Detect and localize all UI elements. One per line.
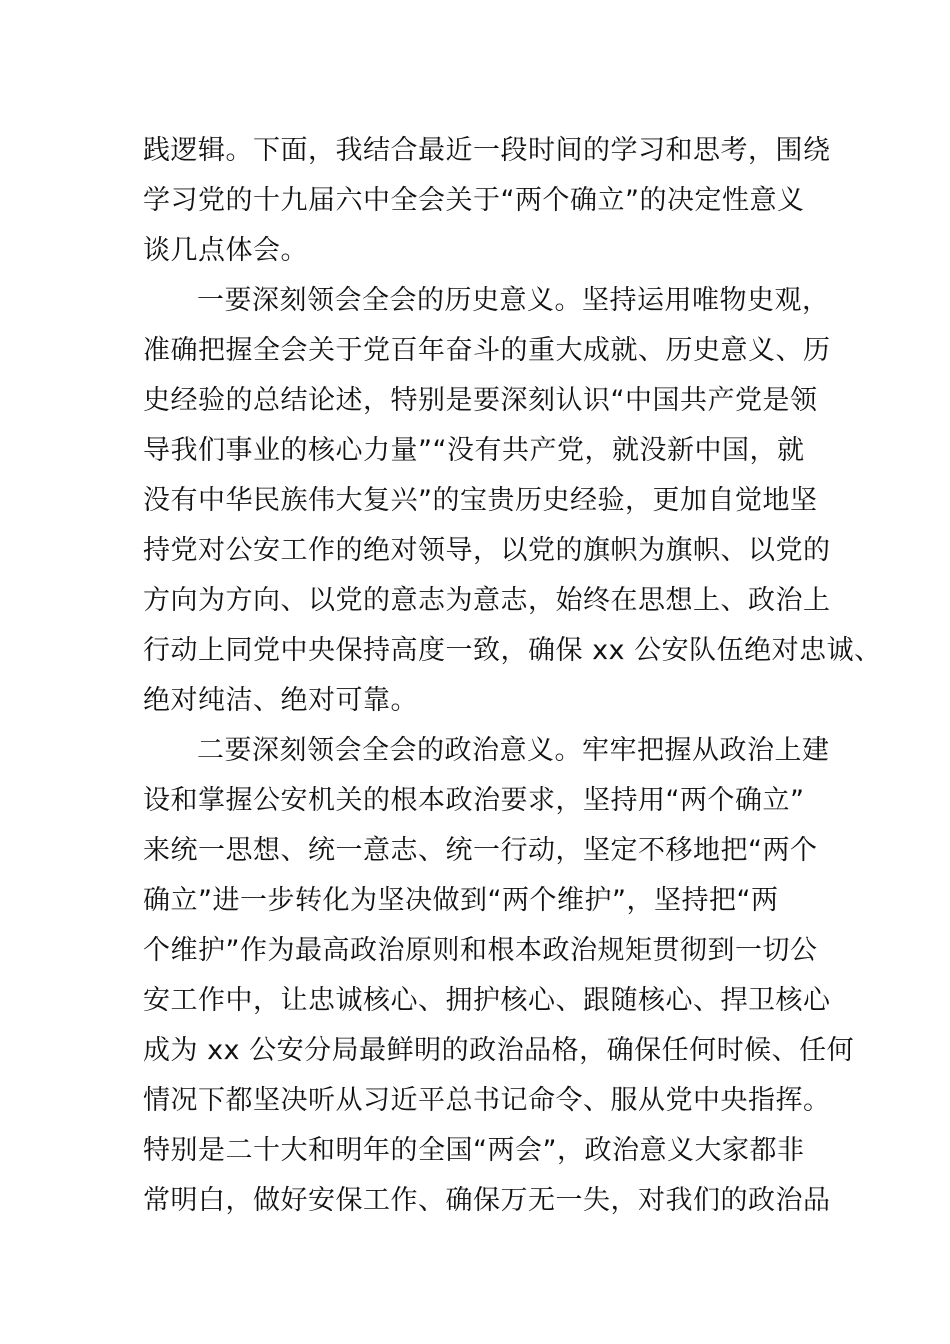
text-line: 没有中华民族伟大复兴”的宝贵历史经验，更加自觉地坚 bbox=[143, 485, 818, 516]
text-line: 学习党的十九届六中全会关于“两个确立”的决定性意义 bbox=[143, 185, 805, 216]
paragraph-one-first-line: 一要深刻领会全会的历史意义。坚持运用唯物史观， bbox=[197, 285, 830, 316]
text-line: 成为 xx 公安分局最鲜明的政治品格，确保任何时候、任何 bbox=[143, 1035, 855, 1066]
text-line: 方向为方向、以党的意志为意志，始终在思想上、政治上 bbox=[143, 585, 831, 616]
text-line: 特别是二十大和明年的全国“两会”，政治意义大家都非 bbox=[143, 1135, 805, 1166]
text-line: 确立”进一步转化为坚决做到“两个维护”，坚持把“两 bbox=[143, 885, 779, 916]
text-line: 来统一思想、统一意志、统一行动，坚定不移地把“两个 bbox=[143, 835, 818, 866]
text-line: 设和掌握公安机关的根本政治要求，坚持用“两个确立” bbox=[143, 785, 805, 816]
text-line: 个维护”作为最高政治原则和根本政治规矩贯彻到一切公 bbox=[143, 935, 818, 966]
text-line: 践逻辑。下面，我结合最近一段时间的学习和思考，围绕 bbox=[143, 135, 831, 166]
text-line: 史经验的总结论述，特别是要深刻认识“中国共产党是领 bbox=[143, 385, 818, 416]
text-line: 绝对纯洁、绝对可靠。 bbox=[143, 685, 418, 716]
text-line: 情况下都坚决听从习近平总书记命令、服从党中央指挥。 bbox=[143, 1085, 831, 1116]
text-line: 谈几点体会。 bbox=[143, 235, 308, 266]
text-line: 准确把握全会关于党百年奋斗的重大成就、历史意义、历 bbox=[143, 335, 831, 366]
text-line: 导我们事业的核心力量”“没有共产党，就没新中国，就 bbox=[143, 435, 805, 466]
text-line: 常明白，做好安保工作、确保万无一失，对我们的政治品 bbox=[143, 1185, 831, 1216]
body-text bbox=[143, 126, 882, 1226]
text-line: 持党对公安工作的绝对领导，以党的旗帜为旗帜、以党的 bbox=[143, 535, 831, 566]
paragraph-two-first-line: 二要深刻领会全会的政治意义。牢牢把握从政治上建 bbox=[197, 735, 830, 766]
text-line: 行动上同党中央保持高度一致，确保 xx 公安队伍绝对忠诚、 bbox=[143, 635, 882, 666]
text-line: 安工作中，让忠诚核心、拥护核心、跟随核心、捍卫核心 bbox=[143, 985, 831, 1016]
